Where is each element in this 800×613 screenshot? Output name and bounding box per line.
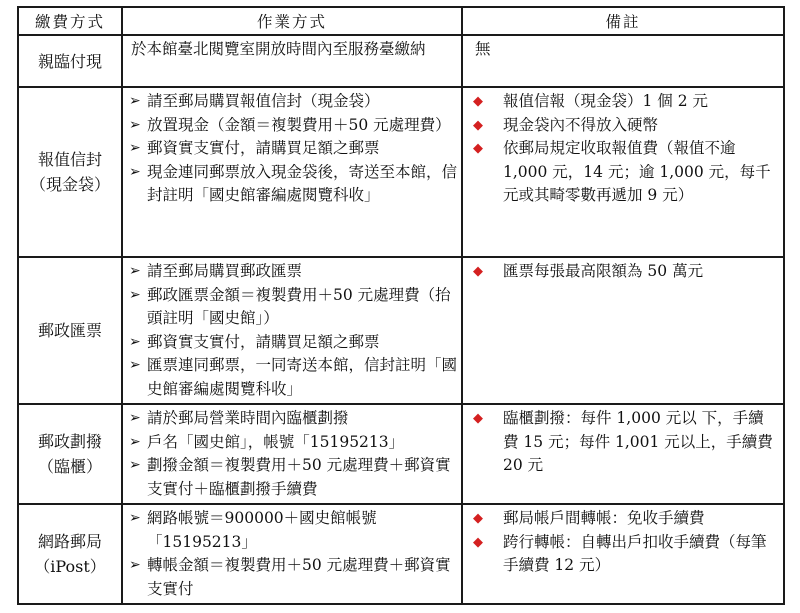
- arrow-bullet-icon: ➢: [129, 93, 141, 109]
- method-cell: [18, 257, 122, 404]
- diamond-bullet-icon: ◆: [473, 264, 483, 279]
- table-header-row: [18, 7, 784, 35]
- table-row-registered-envelope: [18, 87, 784, 257]
- arrow-bullet-icon: ➢: [129, 263, 141, 279]
- procedure-cell: [122, 504, 462, 604]
- list-item: ◆ 郵局帳戶間轉帳：免收手續費: [473, 507, 777, 531]
- arrow-bullet-icon: ➢: [129, 116, 141, 133]
- list-item: ◆ 跨行轉帳：自轉出戶扣收手續費（每筆手續費 12 元）: [473, 532, 767, 574]
- list-item: ◆ 匯票每張最高限額為 50 萬元: [473, 260, 777, 284]
- list-item: ➢ 郵資實支實付，請購買足額之郵票: [129, 137, 457, 161]
- table-row-in-person: [18, 35, 784, 87]
- list-item: ➢ 郵資實支實付，請購買足額之郵票: [129, 331, 457, 355]
- arrow-bullet-icon: ➢: [129, 457, 141, 473]
- method-cell: [18, 504, 122, 604]
- diamond-bullet-icon: ◆: [473, 117, 483, 133]
- remarks-text: 無: [475, 40, 491, 58]
- diamond-bullet-icon: ◆: [473, 534, 483, 550]
- method-sublabel: （現金袋）: [29, 175, 110, 194]
- remarks-cell: [462, 504, 784, 604]
- arrow-bullet-icon: ➢: [129, 557, 141, 573]
- arrow-bullet-icon: ➢: [129, 433, 141, 450]
- method-cell: [18, 404, 122, 504]
- procedure-cell: [122, 404, 462, 504]
- arrow-bullet-icon: ➢: [129, 357, 141, 373]
- table-row-ipost: [18, 504, 784, 604]
- remarks-cell: [462, 404, 784, 504]
- list-item: ◆ 依郵局規定收取報值費（報值不逾 1,000 元，14 元；逾 1,000 元，每千元或其畸零數再遞加 9 元）: [473, 139, 771, 204]
- list-item: ➢ 放置現金（金額＝複製費用＋50 元處理費）: [129, 114, 457, 138]
- method-label: 郵政劃撥: [37, 432, 102, 451]
- diamond-bullet-icon: ◆: [473, 511, 483, 526]
- list-item: ◆ 報值信報（現金袋）1 個 2 元: [473, 90, 777, 114]
- procedure-cell: [122, 257, 462, 404]
- list-item: ➢ 匯票連同郵票，一同寄送本館，信封註明「國史館審編處閱覽科收」: [129, 356, 458, 398]
- method-cell: [18, 87, 122, 257]
- remarks-cell: [462, 35, 784, 87]
- method-label: 報值信封: [37, 150, 102, 169]
- procedure-cell: [122, 35, 462, 87]
- list-item: ➢ 網路帳號＝900000＋國史館帳號「15195213」: [129, 509, 377, 551]
- table-row-postal-money-order: [18, 257, 784, 404]
- payment-methods-table: [17, 6, 785, 605]
- method-cell: [18, 35, 122, 87]
- remarks-cell: [462, 257, 784, 404]
- diamond-bullet-icon: ◆: [473, 411, 483, 426]
- arrow-bullet-icon: ➢: [129, 163, 141, 180]
- method-sublabel: （iPost）: [34, 557, 106, 576]
- list-item: ➢ 請於郵局營業時間內臨櫃劃撥: [129, 407, 457, 431]
- list-item: ➢ 戶名「國史館」，帳號「15195213」: [129, 431, 457, 455]
- method-label: 網路郵局: [37, 532, 102, 551]
- arrow-bullet-icon: ➢: [129, 510, 141, 526]
- list-item: ➢ 轉帳金額＝複製費用＋50 元處理費＋郵資實支實付: [129, 556, 451, 598]
- list-item: ➢ 郵政匯票金額＝複製費用＋50 元處理費（抬頭註明「國史館」）: [129, 285, 451, 327]
- payment-methods-page: [17, 6, 783, 605]
- method-label: 親臨付現: [37, 51, 102, 71]
- header-payment-method: 繳費方式: [18, 7, 122, 35]
- diamond-bullet-icon: ◆: [473, 141, 483, 156]
- arrow-bullet-icon: ➢: [129, 333, 141, 350]
- arrow-bullet-icon: ➢: [129, 140, 141, 156]
- procedure-text: 於本館臺北閱覽室開放時間內至服務臺繳納: [131, 40, 426, 58]
- list-item: ➢ 請至郵局購買郵政匯票: [129, 260, 457, 284]
- list-item: ➢ 請至郵局購買報值信封（現金袋）: [129, 90, 457, 114]
- list-item: ◆ 現金袋內不得放入硬幣: [473, 114, 777, 138]
- procedure-cell: [122, 87, 462, 257]
- header-remarks: 備註: [462, 7, 784, 35]
- list-item: ➢ 劃撥金額＝複製費用＋50 元處理費＋郵資實支實付＋臨櫃劃撥手續費: [129, 456, 451, 498]
- table-row-postal-transfer: [18, 404, 784, 504]
- arrow-bullet-icon: ➢: [129, 286, 141, 303]
- header-procedure: 作業方式: [122, 7, 462, 35]
- remarks-cell: [462, 87, 784, 257]
- arrow-bullet-icon: ➢: [129, 410, 141, 426]
- method-label: 郵政匯票: [37, 321, 102, 340]
- method-sublabel: （臨櫃）: [37, 457, 102, 476]
- list-item: ➢ 現金連同郵票放入現金袋後，寄送至本館，信封註明「國史館審編處閱覽科收」: [129, 162, 458, 204]
- list-item: ◆ 臨櫃劃撥：每件 1,000 元以 下，手續費 15 元；每件 1,001 元以上，手續費 20 元: [473, 409, 773, 474]
- diamond-bullet-icon: ◆: [473, 94, 483, 109]
